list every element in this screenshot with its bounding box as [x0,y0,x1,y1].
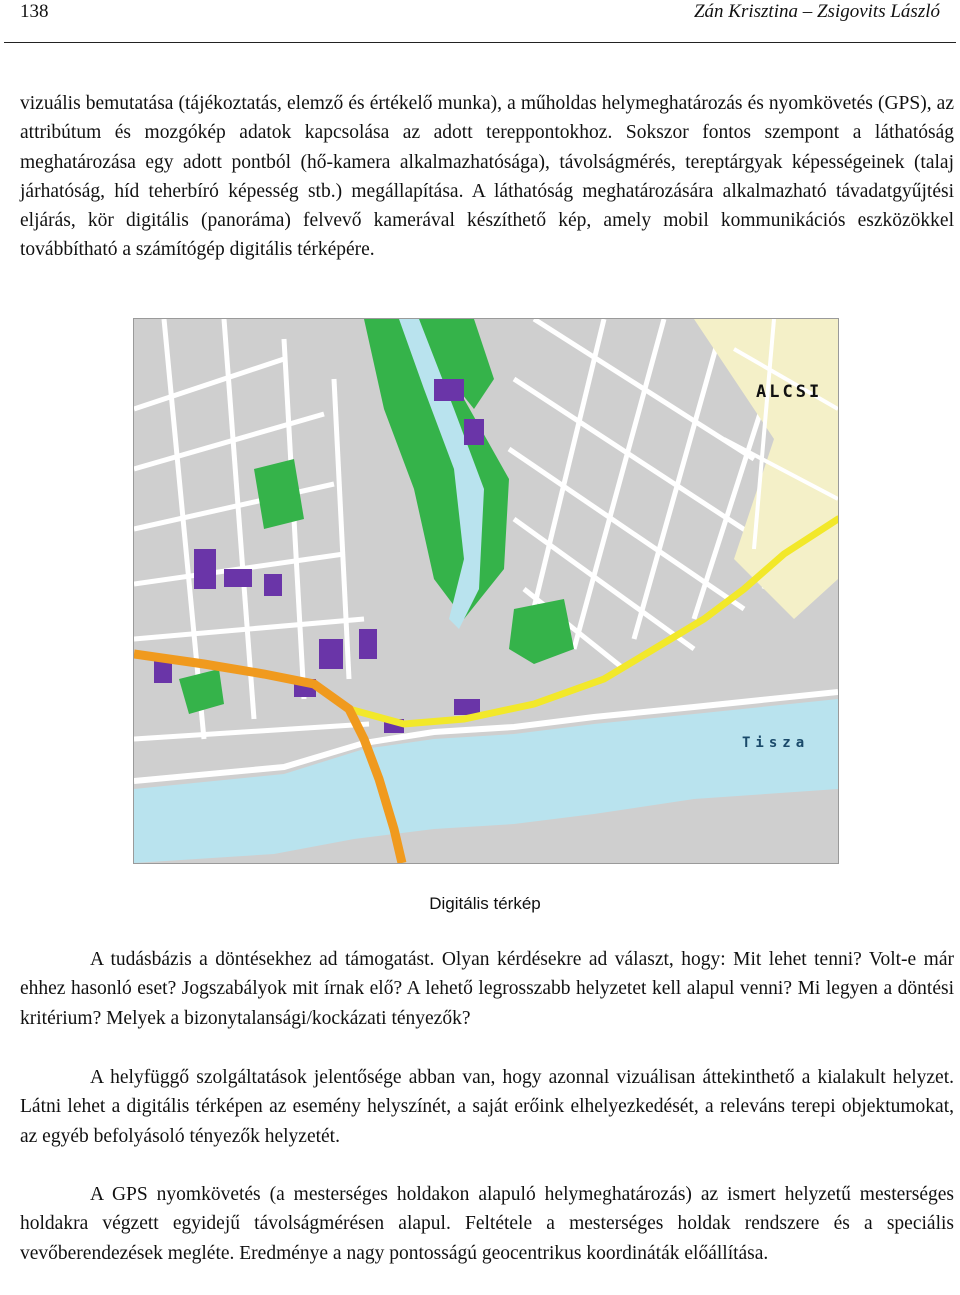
map-image [134,319,838,863]
paragraph-knowledge-base: A tudásbázis a döntésekhez ad támogatást. Olyan kérdésekre ad választ, hogy: Mit lehet tenni? Volt-e már ehhez hasonló eset? Jogszabályok mit írnak elő? A lehető legrosszabb helyzetet kell alapul venni? Mi legyen a döntési kritérium? Melyek a bizonytalansági/kockázati tényezők? [20,949,954,1029]
page-number: 138 [20,1,49,22]
figure-caption: Digitális térkép [429,894,541,913]
digital-map-figure [133,318,839,864]
paragraph-intro: vizuális bemutatása (tájékoztatás, elemző és értékelő munka), a műholdas helymeghatározás és nyomkövetés (GPS), az attribútum és mozgókép adatok kapcsolása az adott tereppontokhoz. Sokszor fontos szempont a láthatóság meghatározása egy adott pontból (hő-kamera alkalmazhatósága), távolságmérés, tereptárgyak képességeinek (talaj járhatóság, híd teherbíró képesség stb.) megállapítása. A láthatóság meghatározására alkalmazható távadatgyűjtési eljárás, kör digitális (panoráma) felvevő kamerával készíthető kép, amely mobil kommunikációs eszközökkel továbbítható a számítógép digitális térképére. [20,93,954,261]
map-label-tisza: Tisza [742,735,810,751]
map-label-alcsi: ALCSI [756,382,823,402]
running-head: Zán Krisztina – Zsigovits László [693,1,940,22]
paragraph-location-services: A helyfüggő szolgáltatások jelentősége abban van, hogy azonnal vizuálisan áttekinthető a kialakult helyzet. Látni lehet a digitális térképen az esemény helyszínét, a saját erőink elhelyezkedését, a releváns terepi objektumokat, az egyéb befolyásoló tényezők helyzetét. [20,1067,954,1147]
header-rule [4,42,956,43]
paragraph-gps: A GPS nyomkövetés (a mesterséges holdakon alapuló helymeghatározás) az ismert helyzetű mesterséges holdakra végzett egyidejű távolságmérésen alapul. Feltétele a mesterséges holdak rendszere és a speciális vevőberendezések megléte. Eredménye a nagy pontosságú geocentrikus koordináták előállítása. [20,1184,954,1264]
